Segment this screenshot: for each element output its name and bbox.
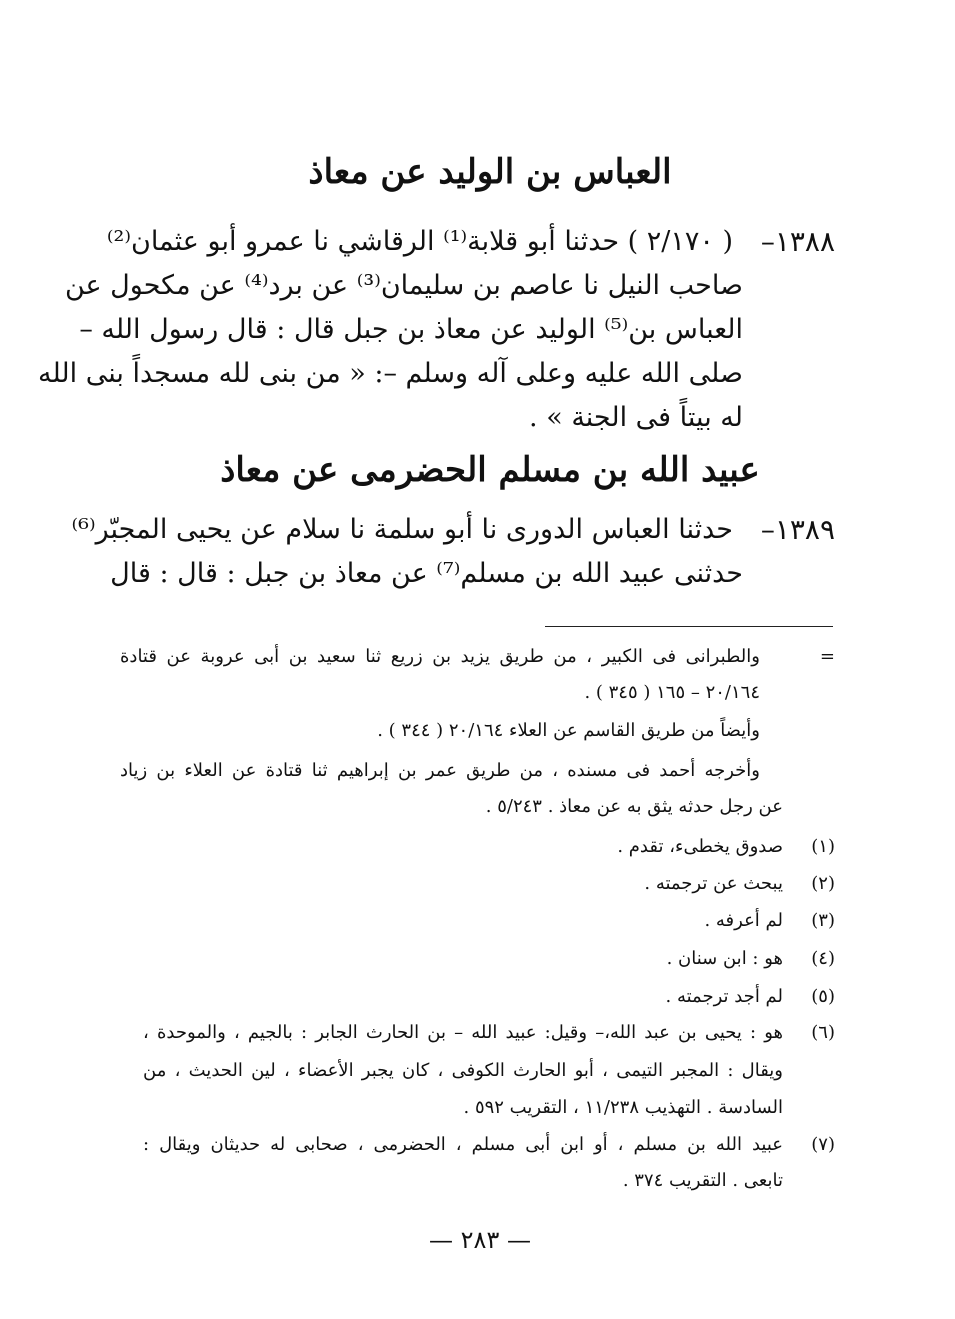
footnote-text: تابعى . التقريب ٣٧٤ . xyxy=(622,1170,783,1191)
footnote-number: (٥) xyxy=(811,986,835,1007)
continuation-line-2: ٢٠/١٦٤ – ١٦٥ ( ٣٤٥ ) . xyxy=(584,682,760,703)
footnote-separator xyxy=(545,626,833,627)
footnote-number: (٢) xyxy=(811,873,835,894)
continuation-line-5: عن رجل حدثه يثق به عن معاذ . ٥/٢٤٣ . xyxy=(485,796,783,817)
footnote-number: (٣) xyxy=(811,910,835,931)
footnote-text: صدوق يخطىء، تقدم . xyxy=(617,836,783,857)
continuation-line-4: وأخرجه أحمد فى مسنده ، من طريق عمر بن إبراهيم ثنا قتادة عن العلاء بن زياد xyxy=(120,760,760,781)
section-heading-1: العباس بن الوليد عن معاذ xyxy=(308,152,672,192)
hadith-number-1389: ١٣٨٩– xyxy=(760,513,835,546)
hadith-1388-line-4: صلى الله عليه وعلى آله وسلم –: « من بنى لله مسجداً بنى الله xyxy=(37,358,743,389)
continuation-line-1: والطبرانى فى الكبير ، من طريق يزيد بن زريع ثنا سعيد بن أبى عروبة عن قتادة xyxy=(120,646,760,667)
footnote-number: (٦) xyxy=(811,1022,835,1043)
footnote-number: (١) xyxy=(811,836,835,857)
hadith-number-1388: ١٣٨٨– xyxy=(760,225,835,258)
hadith-1388-line-5: له بيتاً فى الجنة » . xyxy=(529,402,743,433)
section-heading-2: عبيد الله بن مسلم الحضرمى عن معاذ xyxy=(220,450,760,490)
footnote-text: عبيد الله بن مسلم ، أو ابن أبى مسلم ، الحضرمى ، صحابى له حديثان ويقال : xyxy=(143,1134,783,1155)
footnote-text: لم أجد ترجمته . xyxy=(665,986,783,1007)
footnote-text: لم أعرفه . xyxy=(704,910,783,931)
hadith-1388-line-2: صاحب النيل نا عاصم بن سليمان⁽³⁾ عن برد⁽⁴⁾ عن مكحول عن xyxy=(64,270,743,301)
hadith-1389-line-1: حدثنا العباس الدورى نا أبو سلمة نا سلام عن يحيى المجبّر⁽⁶⁾ xyxy=(71,514,733,545)
footnote-text: هو : يحيى بن عبد الله،– وقيل: عبيد الله – بن الحارث الجابر : بالجيم ، والموحدة ، xyxy=(143,1022,783,1043)
continuation-line-3: وأيضاً من طريق القاسم عن العلاء ٢٠/١٦٤ ( ٣٤٤ ) . xyxy=(377,720,760,741)
hadith-1388-line-1: ( ٢/١٧٠ ) حدثنا أبو قلابة⁽¹⁾ الرقاشي نا عمرو أبو عثمان⁽²⁾ xyxy=(106,226,733,257)
hadith-1389-line-2: حدثنى عبيد الله بن مسلم⁽⁷⁾ عن معاذ بن جبل : قال : قال xyxy=(110,558,743,589)
footnote-number: (٤) xyxy=(811,948,835,969)
footnote-text: يبحث عن ترجمته . xyxy=(644,873,783,894)
continuation-mark: = xyxy=(819,646,835,667)
footnote-number: (٧) xyxy=(811,1134,835,1155)
hadith-1388-line-3: العباس بن⁽⁵⁾ الوليد عن معاذ بن جبل قال : قال رسول الله – xyxy=(79,314,743,345)
footnote-text: ويقال : المجبر التيمى ، أبو الحارث الكوفى ، كان يجبر الأعضاء ، لين الحديث ، من xyxy=(143,1060,783,1081)
footnote-text: السادسة . التهذيب ١١/٢٣٨ ، التقريب ٥٩٢ . xyxy=(463,1097,783,1118)
footnote-text: هو : ابن سنان . xyxy=(666,948,783,969)
page-number: — ٢٨٣ — xyxy=(429,1226,531,1254)
